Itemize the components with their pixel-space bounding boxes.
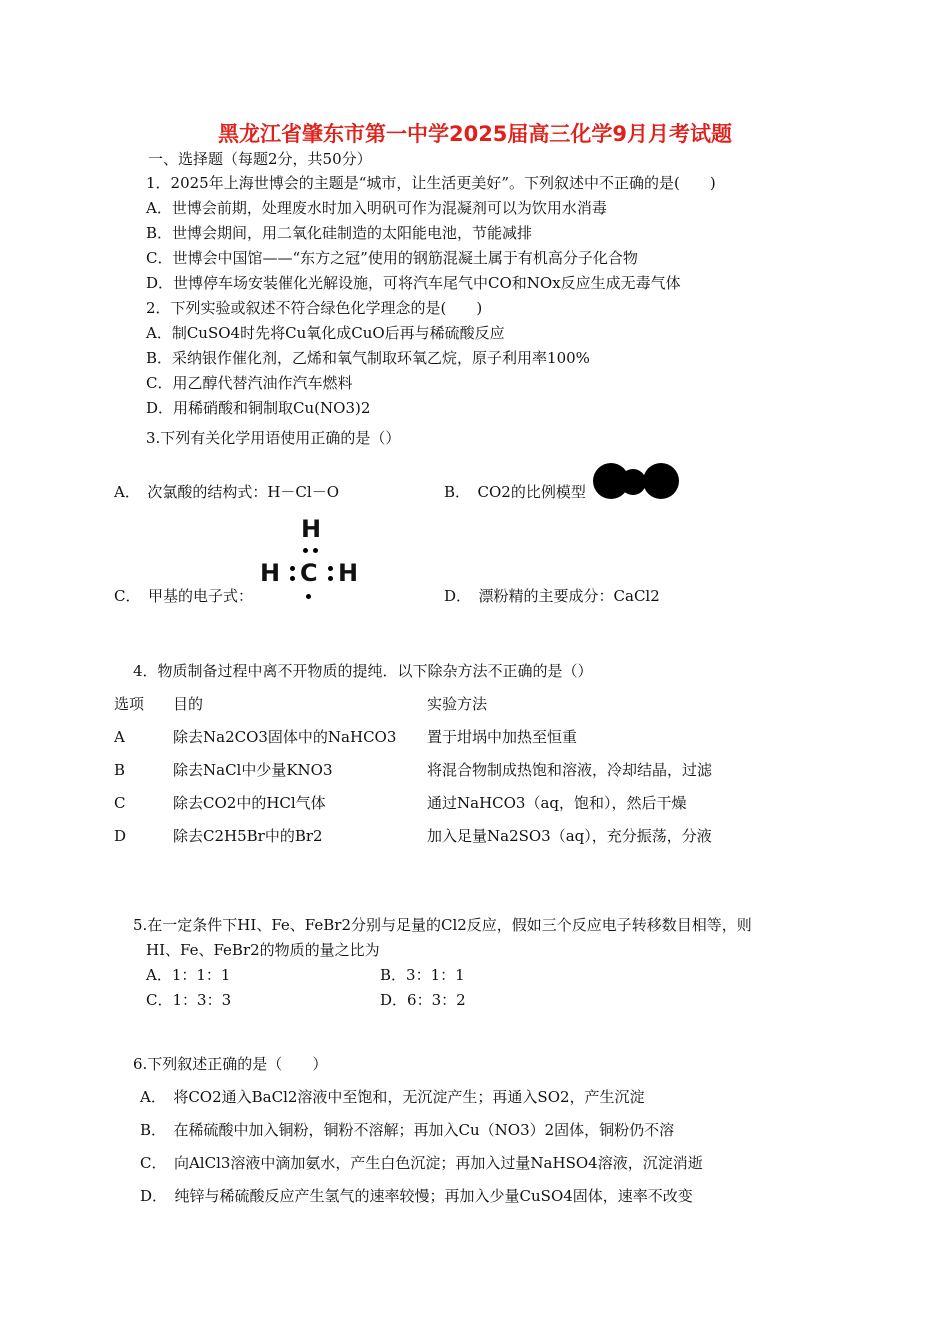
electron-dot: [290, 576, 295, 581]
q4-row-c-method: 通过NaHCO3（aq，饱和），然后干燥: [427, 794, 687, 812]
q5-option-d: D．6：3：2: [380, 991, 466, 1009]
q2-stem: 2．下列实验或叙述不符合绿色化学理念的是( ): [146, 299, 483, 317]
q6-stem: 6.下列叙述正确的是（ ）: [133, 1055, 328, 1073]
q4-row-b-goal: 除去NaCl中少量KNO3: [173, 761, 333, 779]
electron-dot: [306, 594, 311, 599]
q3-option-c: C． 甲基的电子式：: [114, 587, 253, 605]
q2-option-d: D．用稀硝酸和铜制取Cu(NO3)2: [146, 399, 371, 417]
electron-dot: [290, 566, 295, 571]
q4-row-d-option: D: [114, 827, 127, 845]
q6-option-c: C． 向AlCl3溶液中滴加氨水，产生白色沉淀；再加入过量NaHSO4溶液，沉淀消逝: [140, 1154, 703, 1172]
electron-dot: [303, 548, 308, 553]
q4-header-method: 实验方法: [427, 695, 488, 713]
q4-row-b-option: B: [114, 761, 126, 779]
q4-row-a-goal: 除去Na2CO3固体中的NaHCO3: [173, 728, 397, 746]
q1-option-a: A．世博会前期，处理废水时加入明矾可作为混凝剂可以为饮用水消毒: [146, 199, 607, 217]
q4-row-d-method: 加入足量Na2SO3（aq），充分振荡，分液: [427, 827, 712, 845]
q6-option-b: B． 在稀硫酸中加入铜粉，铜粉不溶解；再加入Cu（NO3）2固体，铜粉仍不溶: [140, 1121, 675, 1139]
q3-option-b: B． CO2的比例模型: [444, 483, 586, 501]
q2-option-b: B．采纳银作催化剂，乙烯和氧气制取环氧乙烷，原子利用率100%: [146, 349, 590, 367]
lewis-h-top: H: [301, 515, 322, 543]
q1-stem: 1．2025年上海世博会的主题是“城市，让生活更美好”。下列叙述中不正确的是( ): [146, 174, 716, 192]
electron-dot: [328, 566, 333, 571]
q4-stem: 4．物质制备过程中离不开物质的提纯．以下除杂方法不正确的是（）: [133, 662, 593, 680]
q3-stem: 3.下列有关化学用语使用正确的是（）: [146, 429, 401, 447]
lewis-c-center: C: [300, 559, 318, 587]
q4-header-option: 选项: [114, 695, 145, 713]
electron-dot: [328, 576, 333, 581]
q4-row-a-option: A: [114, 728, 125, 746]
q4-header-goal: 目的: [173, 695, 204, 713]
q3-option-d: D． 漂粉精的主要成分：CaCl2: [444, 587, 660, 605]
q4-row-c-option: C: [114, 794, 126, 812]
q4-row-c-goal: 除去CO2中的HCl气体: [173, 794, 326, 812]
q4-row-d-goal: 除去C2H5Br中的Br2: [173, 827, 323, 845]
page-title: 黑龙江省肇东市第一中学2025届高三化学9月月考试题: [217, 122, 733, 146]
q6-option-a: A． 将CO2通入BaCl2溶液中至饱和，无沉淀产生；再通入SO2，产生沉淀: [140, 1088, 645, 1106]
lewis-h-right: H: [338, 559, 359, 587]
methyl-electron-formula: [260, 515, 360, 605]
q6-option-d: D． 纯锌与稀硫酸反应产生氢气的速率较慢；再加入少量CuSO4固体，速率不改变: [140, 1187, 693, 1205]
co2-space-filling-model: [593, 461, 683, 501]
q5-stem-line1: 5.在一定条件下HI、Fe、FeBr2分别与足量的Cl2反应，假如三个反应电子转移数目相等，则: [133, 916, 752, 934]
q5-stem-line2: HI、Fe、FeBr2的物质的量之比为: [146, 941, 380, 959]
lewis-h-left: H: [260, 559, 281, 587]
electron-dot: [313, 548, 318, 553]
q4-row-a-method: 置于坩埚中加热至恒重: [427, 728, 578, 746]
q1-option-b: B．世博会期间，用二氧化硅制造的太阳能电池，节能减排: [146, 224, 533, 242]
q2-option-c: C．用乙醇代替汽油作汽车燃料: [146, 374, 353, 392]
q1-option-d: D．世博停车场安装催化光解设施，可将汽车尾气中CO和NOx反应生成无毒气体: [146, 274, 681, 292]
section-heading: 一、选择题（每题2分，共50分）: [148, 150, 372, 168]
q4-row-b-method: 将混合物制成热饱和溶液，冷却结晶，过滤: [427, 761, 713, 779]
q5-option-a: A．1：1：1: [146, 966, 231, 984]
q3-option-a: A． 次氯酸的结构式：H－Cl－O: [114, 483, 339, 501]
q5-option-c: C．1：3：3: [146, 991, 232, 1009]
q1-option-c: C．世博会中国馆——“东方之冠”使用的钢筋混凝土属于有机高分子化合物: [146, 249, 638, 267]
q5-option-b: B．3：1：1: [380, 966, 465, 984]
q2-option-a: A．制CuSO4时先将Cu氧化成CuO后再与稀硫酸反应: [146, 324, 505, 342]
